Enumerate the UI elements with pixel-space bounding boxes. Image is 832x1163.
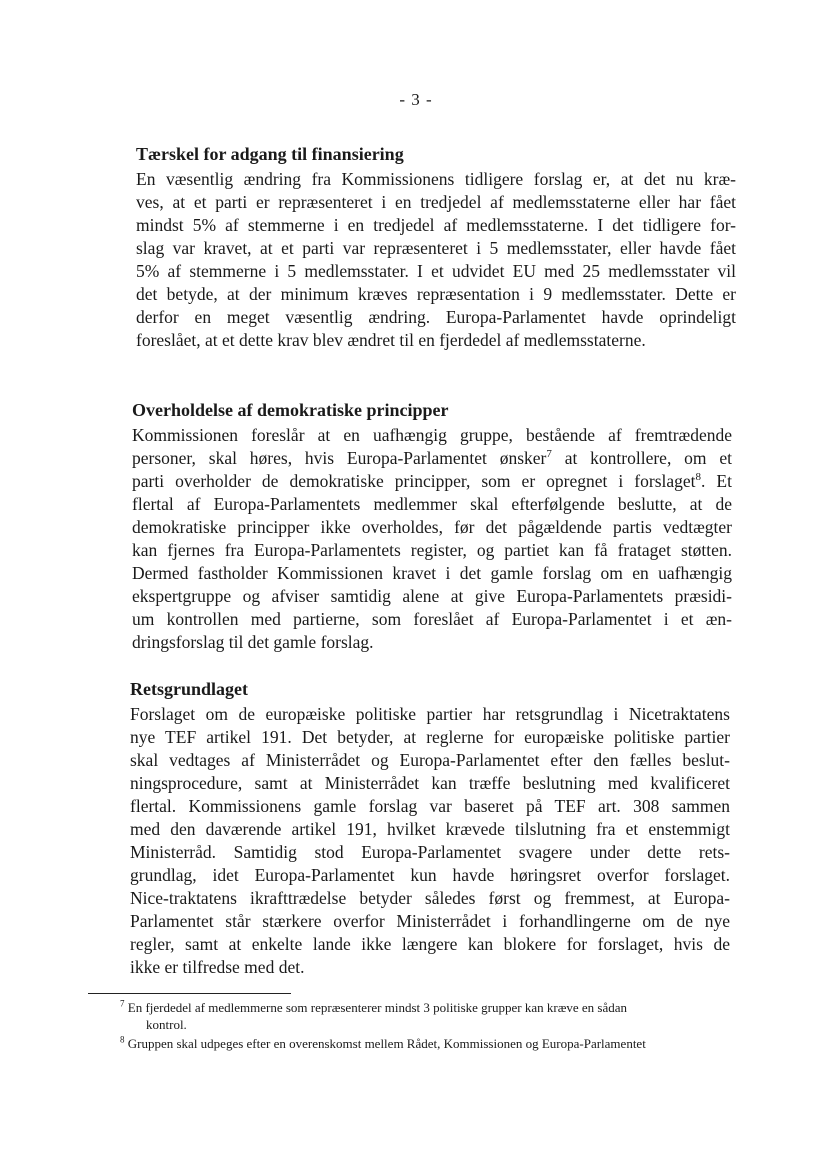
paragraph-line: ves, at et parti er repræsenteret i en tredjedel af medlemsstaterne eller har fået bbox=[136, 192, 736, 212]
line-text: . Et bbox=[701, 471, 732, 491]
paragraph-line: ikke er tilfredse med det. bbox=[130, 957, 305, 977]
paragraph-line: med den daværende artikel 191, hvilket krævede tilslutning fra et enstemmigt bbox=[130, 819, 730, 839]
paragraph-line: Forslaget om de europæiske politiske partier har retsgrundlag i Nicetraktatens bbox=[130, 704, 730, 724]
footnote-line: kontrol. bbox=[146, 1017, 187, 1032]
paragraph-line: Parlamentet står stærkere overfor Ministerrådet i forhandlingerne om de nye bbox=[130, 911, 730, 931]
paragraph-line: um kontrollen med partierne, som foreslået af Europa-Parlamentet i et æn- bbox=[132, 609, 732, 629]
footnote-ref-7: 7 bbox=[546, 448, 552, 461]
footnote-text: En fjerdedel af medlemmerne som repræsenterer mindst 3 politiske grupper kan kræve en sådan bbox=[124, 1000, 628, 1015]
line-text: parti overholder de demokratiske principper, som er opregnet i forslaget bbox=[132, 471, 696, 491]
section-demokratiske-principper bbox=[132, 398, 732, 654]
footnote-7 bbox=[120, 999, 740, 1033]
paragraph-line: Nice-traktatens ikrafttrædelse betyder således først og fremmest, at Europa- bbox=[130, 888, 730, 908]
paragraph-line: nye TEF artikel 191. Det betyder, at reglerne for europæiske politiske partier bbox=[130, 727, 730, 747]
paragraph-line: flertal. Kommissionens gamle forslag var baseret på TEF art. 308 sammen bbox=[130, 796, 730, 816]
paragraph-line: demokratiske principper ikke overholdes, før det pågældende partis vedtægter bbox=[132, 517, 732, 537]
footnotes bbox=[120, 999, 740, 1052]
paragraph-line: slag var kravet, at et parti var repræsenteret i 5 medlemsstater, eller havde fået bbox=[136, 238, 736, 258]
section-heading: Overholdelse af demokratiske principper bbox=[132, 400, 449, 420]
section-heading: Tærskel for adgang til finansiering bbox=[136, 144, 404, 164]
paragraph-line: derfor en meget væsentlig ændring. Europa-Parlamentet havde oprindeligt bbox=[136, 307, 736, 327]
paragraph-line: En væsentlig ændring fra Kommissionens tidligere forslag er, at det nu kræ- bbox=[136, 169, 736, 189]
paragraph-line: grundlag, idet Europa-Parlamentet kun havde høringsret overfor forslaget. bbox=[130, 865, 730, 885]
footnote-text: Gruppen skal udpeges efter en overenskomst mellem Rådet, Kommissionen og Europa-Parlamentet bbox=[124, 1036, 646, 1051]
paragraph-line: 5% af stemmerne i 5 medlemsstater. I et udvidet EU med 25 medlemsstater vil bbox=[136, 261, 736, 281]
paragraph-line: foreslået, at et dette krav blev ændret til en fjerdedel af medlemsstaterne. bbox=[136, 330, 646, 350]
footnote-8 bbox=[120, 1035, 740, 1052]
section-finansiering bbox=[136, 142, 736, 352]
paragraph-line: mindst 5% af stemmerne i en tredjedel af medlemsstaterne. I det tidligere for- bbox=[136, 215, 736, 235]
footnote-number: 8 bbox=[120, 1034, 125, 1045]
footnote-line bbox=[120, 999, 740, 1016]
footnote-line bbox=[120, 1035, 740, 1052]
paragraph-line: det betyde, at der minimum kræves repræsentation i 9 medlemsstater. Dette er bbox=[136, 284, 736, 304]
line-text: personer, skal høres, hvis Europa-Parlamentet ønsker bbox=[132, 448, 547, 468]
paragraph-line: Dermed fastholder Kommissionen kravet i det gamle forslag om en uafhængig bbox=[132, 563, 732, 583]
paragraph-line: ningsprocedure, samt at Ministerrådet kan træffe beslutning med kvalificeret bbox=[130, 773, 730, 793]
section-heading: Retsgrundlaget bbox=[130, 679, 248, 699]
paragraph-line: kan fjernes fra Europa-Parlamentets register, og partiet kan få frataget støtten. bbox=[132, 540, 732, 560]
page-number: - 3 - bbox=[399, 90, 433, 109]
line-text: at kontrollere, om et bbox=[551, 448, 732, 468]
footnote-separator bbox=[88, 993, 291, 994]
paragraph-line bbox=[132, 470, 732, 493]
paragraph-line: dringsforslag til det gamle forslag. bbox=[132, 632, 374, 652]
footnote-ref-8: 8 bbox=[695, 471, 702, 484]
paragraph-line: flertal af Europa-Parlamentets medlemmer skal efterfølgende beslutte, at de bbox=[132, 494, 732, 514]
paragraph-line: Kommissionen foreslår at en uafhængig gruppe, bestående af fremtrædende bbox=[132, 425, 732, 445]
section-retsgrundlaget bbox=[130, 677, 730, 979]
paragraph-line: skal vedtages af Ministerrådet og Europa-Parlamentet efter den fælles beslut- bbox=[130, 750, 730, 770]
footnote-number: 7 bbox=[120, 998, 125, 1009]
paragraph-line: ekspertgruppe og afviser samtidig alene at give Europa-Parlamentets præsidi- bbox=[132, 586, 732, 606]
paragraph-line: Ministerråd. Samtidig stod Europa-Parlamentet svagere under dette rets- bbox=[130, 842, 730, 862]
paragraph-line bbox=[132, 447, 732, 470]
paragraph-line: regler, samt at enkelte lande ikke længere kan blokere for forslaget, hvis de bbox=[130, 934, 730, 954]
